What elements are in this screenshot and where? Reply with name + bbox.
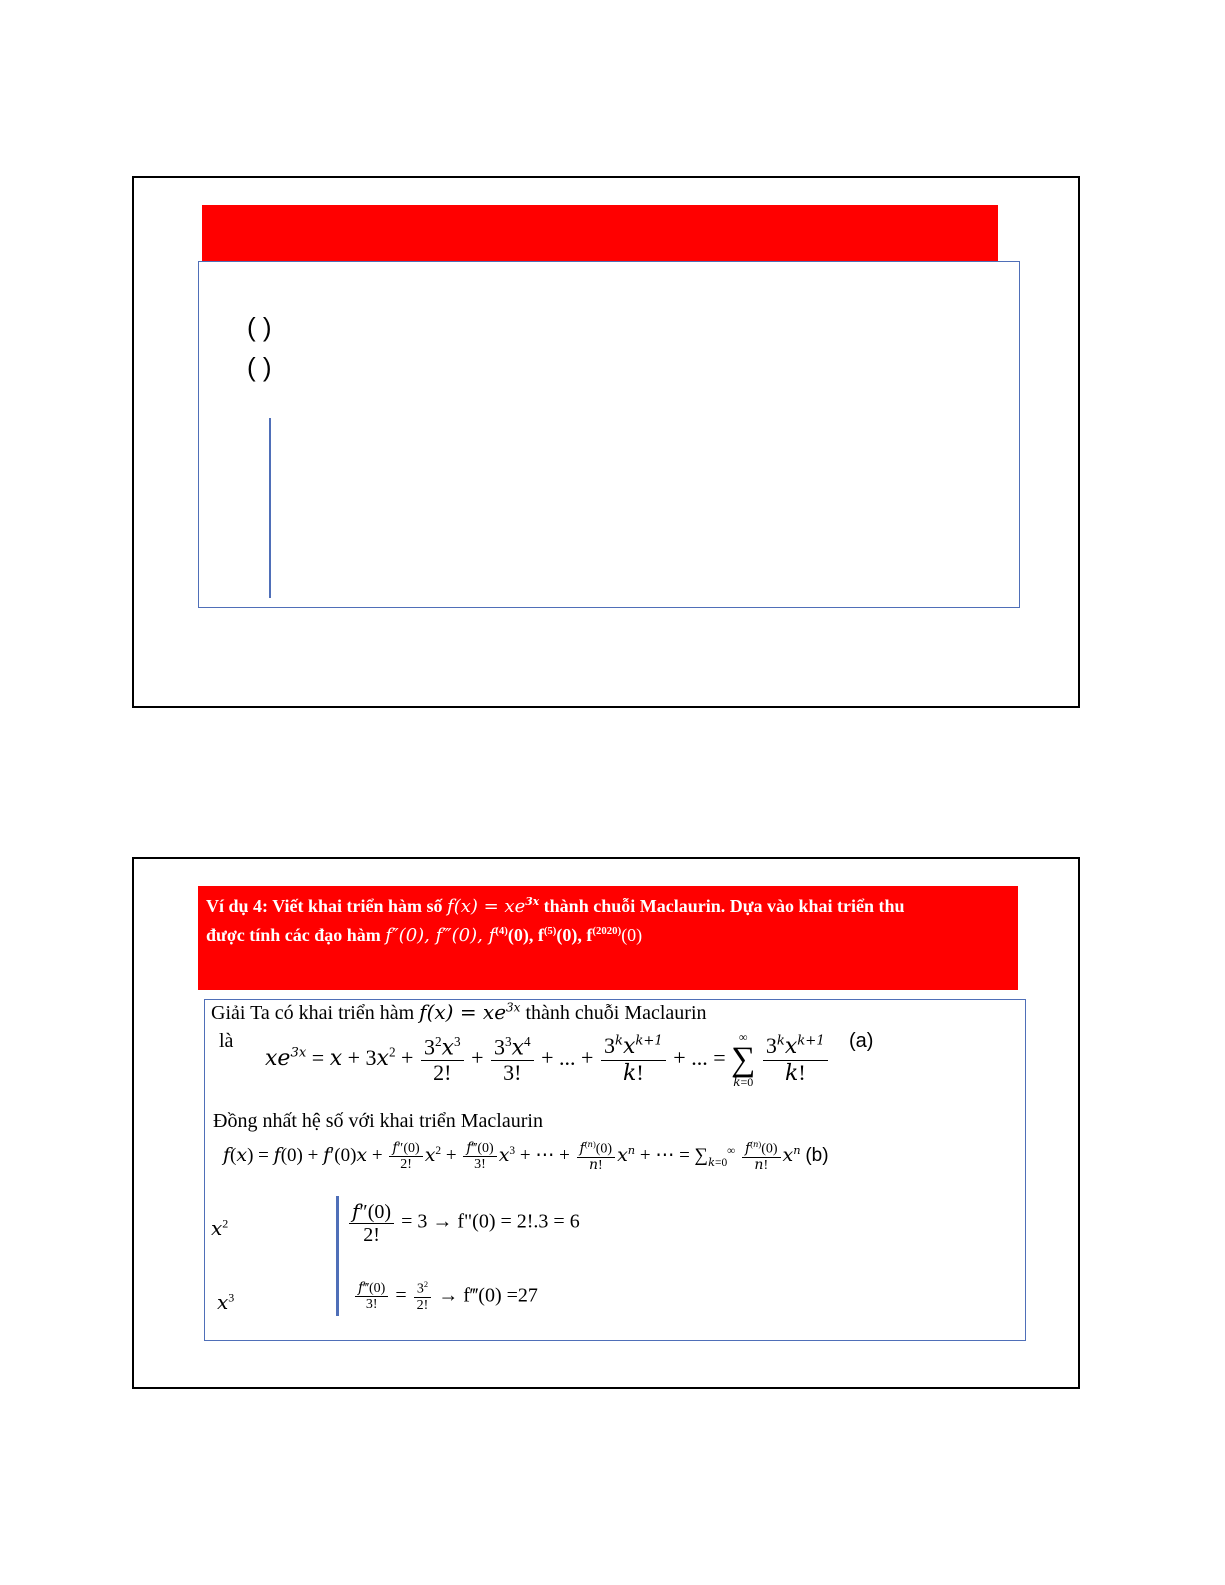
vertical-divider: [269, 418, 271, 598]
row-x2-variable: $x^2$: [211, 1216, 229, 1240]
series-expansion-b: f(x) = f(0) + f′(0)x + $\frac{f''(0)}{2!}$ $x^2$ + $\frac{f‴(0)}{3!}$ $x^3$ + ⋯ + $\frac{f^{(n)}(0)}{n!}$ $x^n$ + ⋯ = $\sum_{k=0}^\infty$ $\frac{f^{(n)}(0)}{n!}$ $x^n$ (b): [223, 1139, 829, 1174]
vertical-divider: [336, 1196, 339, 1316]
la-label: là: [219, 1030, 234, 1052]
solution-heading: Giải Ta có khai triển hàm $f(x) = xe^{3x}$ thành chuỗi Maclaurin: [211, 1000, 707, 1024]
empty-parenthesis: ( ): [247, 352, 272, 382]
identify-coefficients-text: Đồng nhất hệ số với khai triển Maclaurin: [213, 1110, 543, 1132]
slide-1: [132, 176, 1080, 708]
empty-parenthesis: ( ): [247, 312, 272, 342]
series-expansion-a: $xe^{3x} = x + 3x^2$ + $\frac{3^2x^3}{2!}$ + $\frac{3^3x^4}{3!}$ + ... + $\frac{3^kx^{k+1}}{k!}$ + ... = ∞ ∑ k=0 $\frac{3^kx^{k+1}}{k!}$: [265, 1030, 830, 1090]
row-x2-equation: $\frac{f''(0)}{2!}$ = 3 → f"(0) = 2!.3 = 6: [347, 1200, 580, 1246]
slide-2: [132, 857, 1080, 1389]
row-x3-equation: $\frac{f‴(0)}{3!}$ = $\frac{3^2}{2!}$ → f‴(0) =27: [353, 1280, 538, 1313]
slide-1-title-banner: [202, 205, 998, 261]
title-line-1: Ví dụ 4: Viết khai triển hàm số $f(x) = xe^{3x}$ thành chuỗi Maclaurin. Dựa vào khai triển thu: [206, 895, 905, 917]
row-x3-variable: $x^3$: [217, 1290, 235, 1314]
slide-1-content-box: [198, 261, 1020, 608]
series-label-a: (a): [849, 1030, 874, 1052]
slide-2-solution-box: [204, 999, 1026, 1341]
slide-2-title-banner: [198, 886, 1018, 990]
title-line-2: được tính các đạo hàm f″(0), f‴(0), $f^{(4)}(0)$, $f^{(5)}(0)$, $f^{(2020)}(0)$: [206, 925, 643, 946]
